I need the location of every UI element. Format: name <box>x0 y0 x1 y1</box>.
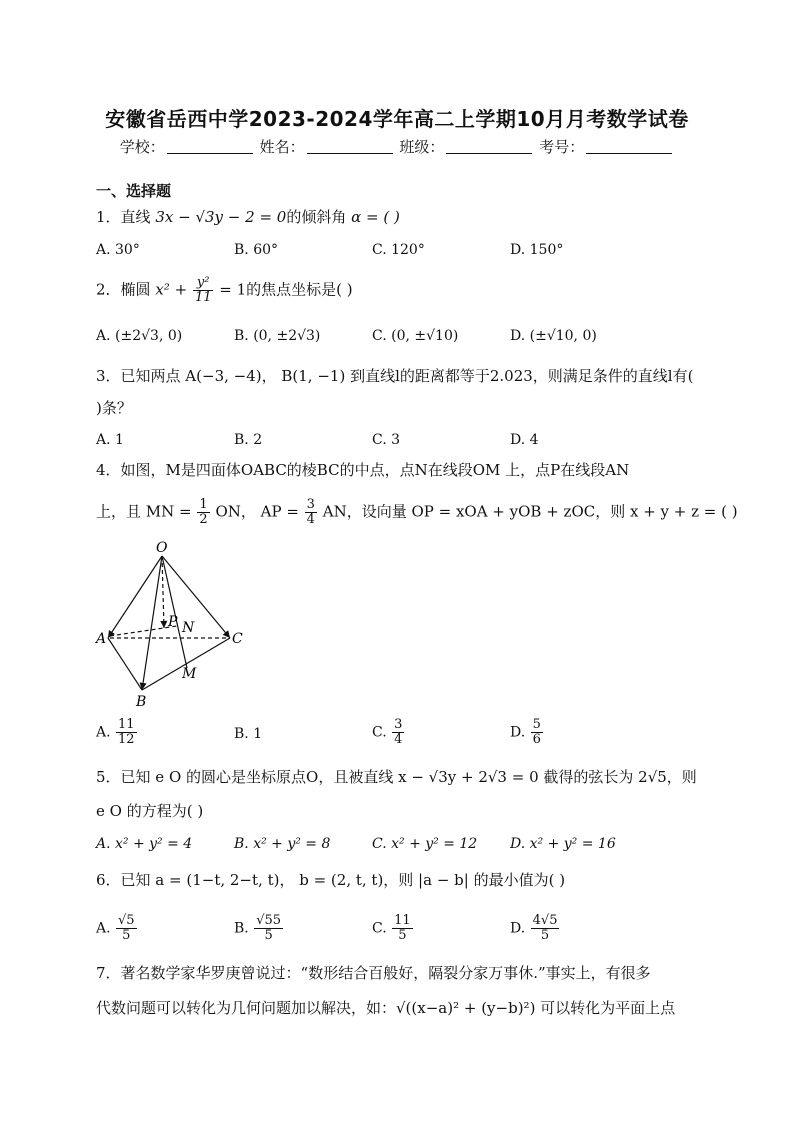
q4-d-num: 5 <box>532 717 541 732</box>
q4-option-b[interactable]: B. 1 <box>234 726 263 742</box>
question-6: 6．已知 a = (1−t, 2−t, t)， b = (2, t, t)，则 |a − b| 的最小值为( ) <box>96 871 566 889</box>
q1-text-2: 的倾斜角 <box>286 208 347 226</box>
q6-d-den: 5 <box>540 928 550 943</box>
class-blank[interactable] <box>446 139 532 154</box>
q6-a-num: √5 <box>118 913 135 928</box>
q6-c-den: 5 <box>398 928 407 943</box>
q1-text: 直线 <box>120 208 151 226</box>
q4-a-num: 11 <box>118 717 135 732</box>
q4-fraction-2 <box>305 498 317 527</box>
edge-OB <box>142 556 162 690</box>
q4-d-fraction <box>531 718 543 747</box>
q6-option-d[interactable] <box>510 914 560 943</box>
q3-option-a[interactable]: A. 1 <box>96 432 124 448</box>
q4-d-label: D. <box>510 724 526 741</box>
question-3-line-1: 3．已知两点 A(−3, −4)， B(1, −1) 到直线l的距离都等于2.023，则满足条件的直线l有( <box>96 367 694 385</box>
q4-option-a[interactable] <box>96 718 138 747</box>
q6-b-den: 5 <box>264 928 273 943</box>
q1-number: 1． <box>96 208 121 226</box>
q1-option-c[interactable]: C. 120° <box>372 242 425 258</box>
question-4-line-2 <box>96 498 738 527</box>
q4-c-num: 3 <box>394 717 403 732</box>
q4-text-c: AN，设向量 OP = xOA + yOB + zOC，则 x + y + z = ( ) <box>322 502 738 521</box>
q4-c-label: C. <box>372 724 387 741</box>
q6-a-label: A. <box>96 920 111 937</box>
number-label: 考号： <box>539 138 585 156</box>
q3-option-d[interactable]: D. 4 <box>510 432 539 448</box>
q4-c-fraction <box>392 718 404 747</box>
q2-option-b[interactable]: B. (0, ±2√3) <box>234 328 321 344</box>
vector-OP <box>162 556 164 628</box>
q6-b-num: √55 <box>256 913 282 928</box>
name-label: 姓名： <box>259 138 305 156</box>
school-blank[interactable] <box>167 139 253 154</box>
q4-option-c[interactable] <box>372 718 405 747</box>
q4-f2-num: 3 <box>306 497 315 512</box>
question-7-line-2: 代数问题可以转化为几何问题加以解决，如：√((x−a)² + (y−b)²) 可以转化为平面上点 <box>96 999 676 1017</box>
q6-option-a[interactable] <box>96 914 138 943</box>
q6-c-fraction <box>392 914 413 943</box>
q5-option-b[interactable]: B. x² + y² = 8 <box>234 836 331 852</box>
q1-option-b[interactable]: B. 60° <box>234 242 279 258</box>
tetrahedron-figure <box>92 538 272 710</box>
q4-c-den: 4 <box>394 732 403 747</box>
q6-a-fraction <box>116 914 137 943</box>
q4-f1-den: 2 <box>199 512 208 527</box>
q5-option-c[interactable]: C. x² + y² = 12 <box>372 836 478 852</box>
q1-option-d[interactable]: D. 150° <box>510 242 564 258</box>
q4-a-label: A. <box>96 724 111 741</box>
q6-option-c[interactable] <box>372 914 414 943</box>
name-blank[interactable] <box>307 139 393 154</box>
q6-d-num: 4√5 <box>532 913 558 928</box>
q6-b-fraction <box>254 914 283 943</box>
question-1 <box>96 207 400 227</box>
question-5-line-2: e O 的方程为( ) <box>96 802 204 820</box>
q4-f2-den: 4 <box>306 512 315 527</box>
q1-alpha: α = ( ) <box>351 208 400 226</box>
segment-OM <box>162 556 187 668</box>
q2-option-a[interactable]: A. (±2√3, 0) <box>96 328 183 344</box>
q1-option-a[interactable]: A. 30° <box>96 242 140 258</box>
q6-a-den: 5 <box>122 928 131 943</box>
q4-option-d[interactable] <box>510 718 544 747</box>
q6-c-num: 11 <box>394 913 411 928</box>
edge-OA <box>108 556 162 638</box>
number-blank[interactable] <box>586 139 672 154</box>
label-N: N <box>182 620 195 636</box>
q6-option-b[interactable] <box>234 914 284 943</box>
question-4-line-1: 4．如图，M是四面体OABC的棱BC的中点，点N在线段OM 上，点P在线段AN <box>96 461 630 479</box>
q3-option-b[interactable]: B. 2 <box>234 432 263 448</box>
q2-x-term: x² + <box>155 280 188 299</box>
q5-option-d[interactable]: D. x² + y² = 16 <box>510 836 616 852</box>
exam-title: 安徽省岳西中学2023-2024学年高二上学期10月月考数学试卷 <box>105 107 689 131</box>
question-5-line-1: 5．已知 e O 的圆心是坐标原点O，且被直线 x − √3y + 2√3 = 0 截得的弦长为 2√5，则 <box>96 768 697 786</box>
q4-text-a: 上，且 MN = <box>96 502 192 521</box>
q2-fraction <box>193 276 214 305</box>
q6-d-fraction <box>531 914 560 943</box>
question-2 <box>96 276 353 305</box>
q4-f1-num: 1 <box>199 497 208 512</box>
school-label: 学校： <box>119 138 165 156</box>
q2-frac-den: 11 <box>194 290 212 305</box>
q2-number: 2． <box>96 280 121 299</box>
q2-text-2: = 1的焦点坐标是( ) <box>219 280 353 299</box>
q4-d-den: 6 <box>532 732 541 747</box>
q6-b-label: B. <box>234 920 249 937</box>
label-A: A <box>96 631 107 647</box>
label-P: P <box>168 614 178 630</box>
q4-text-b: ON， AP = <box>215 502 299 521</box>
q6-d-label: D. <box>510 920 526 937</box>
section-heading: 一、选择题 <box>96 182 172 200</box>
segment-AN <box>110 626 177 636</box>
question-3-line-2: )条？ <box>96 399 132 417</box>
label-B: B <box>136 694 147 710</box>
q3-option-c[interactable]: C. 3 <box>372 432 401 448</box>
q2-option-c[interactable]: C. (0, ±√10) <box>372 328 459 344</box>
edge-BC <box>142 638 230 690</box>
class-label: 班级： <box>399 138 445 156</box>
q2-frac-num: y² <box>193 276 214 291</box>
student-info-line <box>0 136 794 157</box>
q1-equation: 3x − √3y − 2 = 0 <box>155 208 287 226</box>
q5-option-a[interactable]: A. x² + y² = 4 <box>96 836 193 852</box>
q2-option-d[interactable]: D. (±√10, 0) <box>510 328 597 344</box>
label-M: M <box>182 666 197 682</box>
label-O: O <box>156 540 168 556</box>
q4-fraction-1 <box>197 498 209 527</box>
edge-AB <box>108 638 142 690</box>
q2-text: 椭圆 <box>120 280 151 299</box>
question-7-line-1: 7．著名数学家华罗庚曾说过：“数形结合百般好，隔裂分家万事休.”事实上，有很多 <box>96 964 651 982</box>
label-C: C <box>232 631 243 647</box>
q4-a-fraction <box>116 718 137 747</box>
q4-a-den: 12 <box>118 732 135 747</box>
q6-c-label: C. <box>372 920 387 937</box>
